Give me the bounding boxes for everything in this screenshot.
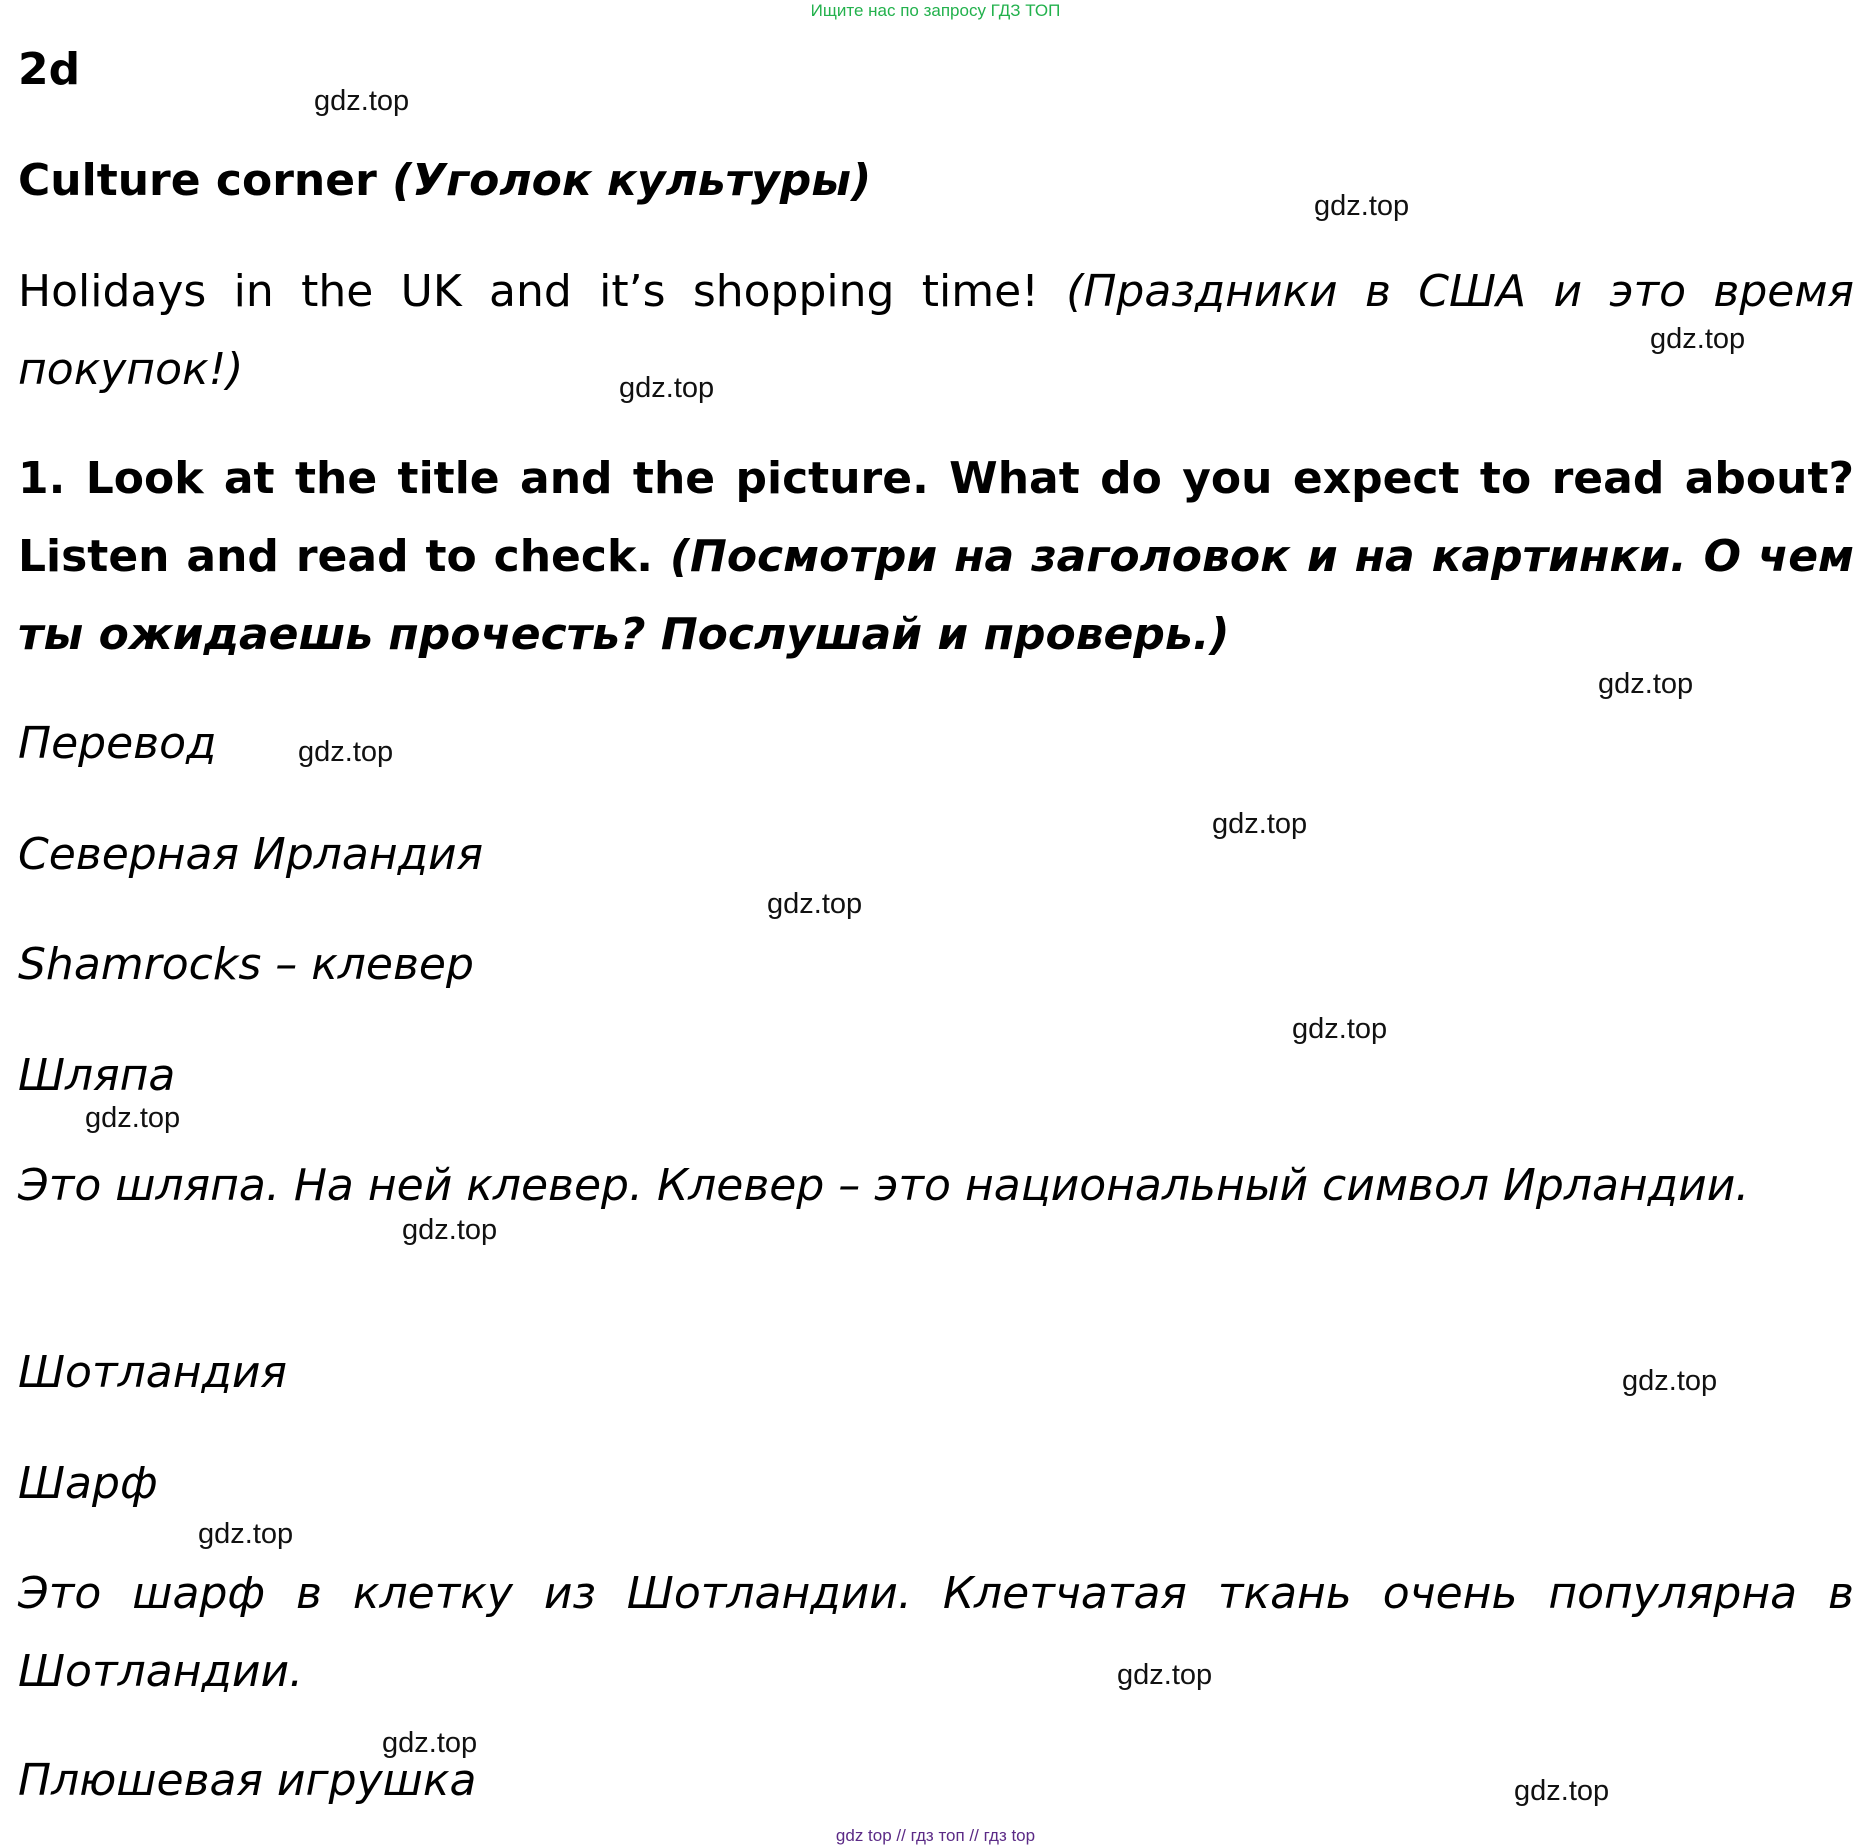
watermark: gdz.top	[1650, 323, 1746, 355]
subtitle	[18, 253, 1854, 409]
watermark: gdz.top	[1212, 808, 1308, 840]
watermark: gdz.top	[382, 1727, 478, 1759]
task-ru: (Посмотри на заголовок и на картинки. О чем ты ожидаешь прочесть? Послушай и проверь.)	[18, 531, 1855, 660]
watermark: gdz.top	[198, 1518, 294, 1550]
entry-scarf: Шарф	[18, 1458, 158, 1509]
watermark: gdz.top	[1622, 1365, 1718, 1397]
subtitle-ru: (Праздники в США и это время покупок!)	[18, 266, 1854, 395]
watermark: gdz.top	[1314, 190, 1410, 222]
watermark: gdz.top	[298, 736, 394, 768]
watermark: gdz.top	[767, 888, 863, 920]
watermark: gdz.top	[314, 85, 410, 117]
watermark: gdz.top	[619, 372, 715, 404]
entry-scarf-description: Это шарф в клетку из Шотландии. Клетчатая ткань очень популярна в Шотландии.	[18, 1568, 1854, 1697]
entry-hat: Шляпа	[18, 1050, 176, 1101]
watermark: gdz.top	[85, 1102, 181, 1134]
heading-ru: (Уголок культуры)	[392, 155, 872, 206]
watermark: gdz.top	[402, 1214, 498, 1246]
watermark: gdz.top	[1292, 1013, 1388, 1045]
entry-shamrocks: Shamrocks – клевер	[18, 939, 474, 990]
translation-label: Перевод	[18, 718, 217, 769]
page-number: 2d	[18, 44, 81, 95]
watermark: gdz.top	[1514, 1775, 1610, 1807]
heading-en: Culture corner	[18, 155, 377, 206]
section-heading	[18, 148, 871, 214]
subtitle-en: Holidays in the UK and it’s shopping time!	[18, 266, 1039, 317]
task-instruction	[18, 440, 1854, 674]
top-banner: Ищите нас по запросу ГДЗ ТОП	[810, 1, 1061, 20]
entry-scotland: Шотландия	[18, 1347, 287, 1398]
bottom-banner: gdz top // гдз топ // гдз top	[835, 1826, 1036, 1845]
entry-northern-ireland: Северная Ирландия	[18, 829, 484, 880]
task-en: 1. Look at the title and the picture. What do you expect to read about? Listen and read to check.	[18, 453, 1854, 582]
entry-hat-description: Это шляпа. На ней клевер. Клевер – это национальный символ Ирландии.	[18, 1160, 1750, 1211]
watermark: gdz.top	[1117, 1659, 1213, 1691]
entry-soft-toy: Плюшевая игрушка	[18, 1755, 477, 1806]
watermark: gdz.top	[1598, 668, 1694, 700]
